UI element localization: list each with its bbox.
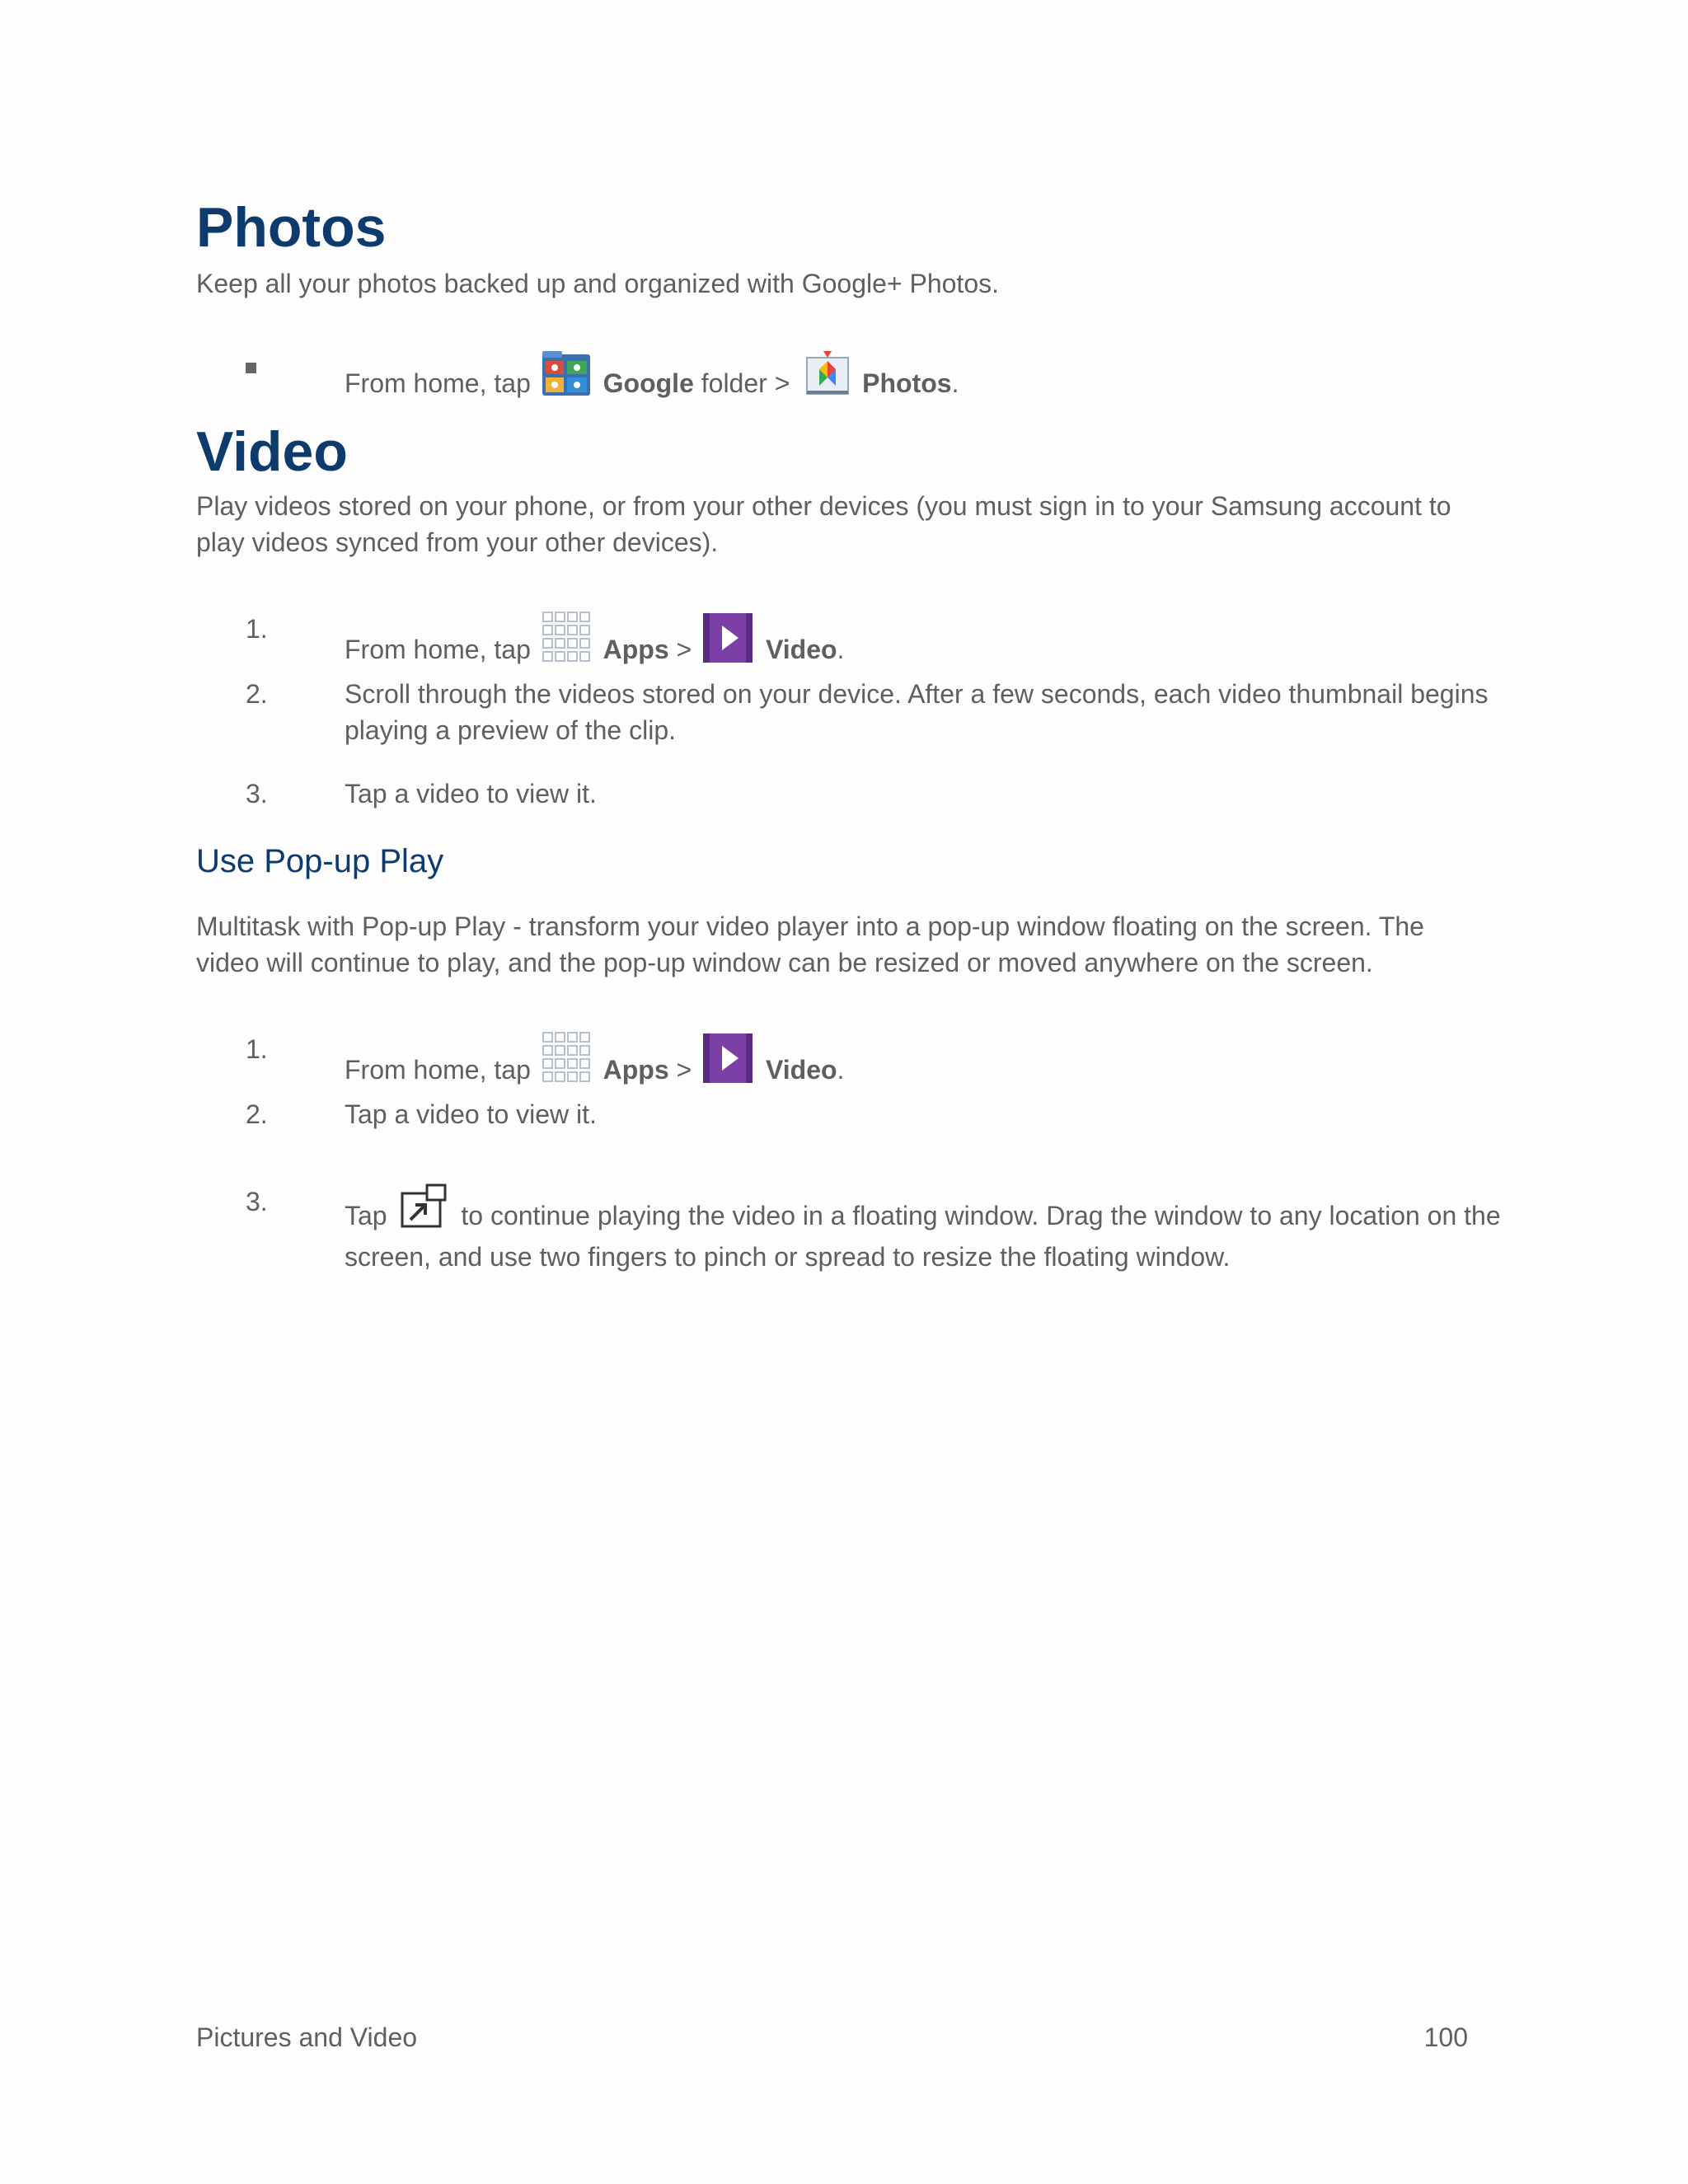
popup-step-3-text <box>345 1183 1531 1275</box>
heading-video: Video <box>196 420 348 483</box>
step-text: to continue playing the video in a floating window. Drag the window to any location on the screen, and use two fingers to pinch or spread to resize the floating window. <box>345 1201 1501 1272</box>
popup-intro: Multitask with Pop-up Play - transform your video player into a pop-up window floating on the screen. The video will continue to play, and the pop-up window can be resized or moved anywhere on the screen. <box>196 912 1424 977</box>
heading-photos: Photos <box>196 196 387 259</box>
photos-step-text <box>345 349 1531 406</box>
apps-grid-icon <box>542 1031 591 1093</box>
separator: > <box>676 635 692 664</box>
popup-step-2-text: Tap a video to view it. <box>345 1099 597 1129</box>
heading-popup-play: Use Pop-up Play <box>196 843 444 879</box>
video-step-1-text <box>345 611 1531 673</box>
photos-icon <box>805 349 850 406</box>
photos-intro: Keep all your photos backed up and organized with Google+ Photos. <box>196 269 999 298</box>
separator: > <box>676 1055 692 1085</box>
apps-label: Apps <box>603 1055 669 1085</box>
step-prefix: Tap <box>345 1201 387 1230</box>
step-end: . <box>951 368 959 398</box>
google-label: Google <box>603 368 694 398</box>
step-prefix: From home, tap <box>345 635 531 664</box>
step-end: . <box>837 635 845 664</box>
video-step-3-text: Tap a video to view it. <box>345 779 597 808</box>
video-app-icon <box>702 612 753 673</box>
step-number: 2. <box>246 1099 268 1129</box>
video-app-icon <box>702 1033 753 1093</box>
popup-step-1-text <box>345 1031 1531 1093</box>
step-number: 3. <box>246 1187 268 1216</box>
footer-section-title: Pictures and Video <box>196 2022 418 2052</box>
video-step-2-text: Scroll through the videos stored on your device. After a few seconds, each video thumbnail begins playing a preview of the clip. <box>345 679 1489 745</box>
apps-grid-icon <box>542 611 591 673</box>
step-number: 3. <box>246 779 268 808</box>
folder-label: folder > <box>701 368 790 398</box>
step-number: 2. <box>246 679 268 709</box>
video-label: Video <box>766 1055 837 1085</box>
footer-page-number: 100 <box>1423 2022 1468 2052</box>
step-number: 1. <box>246 614 268 644</box>
apps-label: Apps <box>603 635 669 664</box>
step-number: 1. <box>246 1034 268 1064</box>
video-label: Video <box>766 635 837 664</box>
video-intro: Play videos stored on your phone, or from your other devices (you must sign in to your Samsung account to play videos synced from your other devices). <box>196 491 1451 557</box>
bullet-marker <box>246 349 287 386</box>
step-end: . <box>837 1055 845 1085</box>
popup-play-icon <box>401 1183 448 1239</box>
photos-label: Photos <box>862 368 952 398</box>
step-prefix: From home, tap <box>345 1055 531 1085</box>
google-folder-icon <box>542 349 591 406</box>
step-prefix: From home, tap <box>345 368 531 398</box>
